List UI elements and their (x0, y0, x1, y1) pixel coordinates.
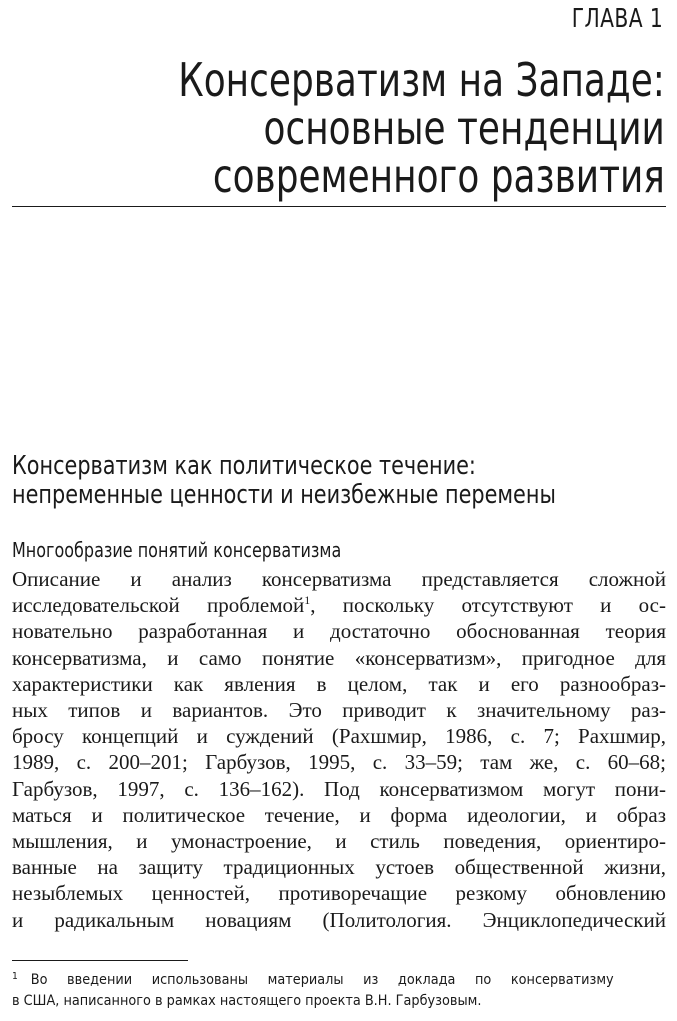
footnote-reference[interactable]: 1 (304, 593, 311, 608)
chapter-title-line: современного развития (212, 149, 665, 203)
body-line: Гарбузов, 1997, с. 136–162). Под консерватизмом могут пони- (12, 776, 666, 801)
footnote-divider (12, 960, 188, 961)
body-line: бросу концепций и суждений (Рахшмир, 1986, с. 7; Рахшмир, (12, 724, 666, 749)
body-line: новательно разработанная и достаточно обоснованная теория (12, 619, 666, 644)
body-line: характеристики как явления в целом, так и его разнообраз- (12, 671, 666, 696)
body-line (12, 592, 666, 618)
body-line: Описание и анализ консерватизма представляется сложной (12, 567, 666, 591)
body-line: ных типов и вариантов. Это приводит к значительному раз- (12, 698, 666, 723)
section-heading-line: Консерватизм как политическое течение: (12, 451, 476, 481)
body-line: незыблемых ценностей, противоречащие резкому обновлению (12, 881, 666, 906)
section-heading-line: непременные ценности и неизбежные перемены (12, 480, 556, 510)
body-text-run: исследовательской проблемой (12, 593, 305, 618)
body-line: мышления, и умонастроение, и стиль поведения, ориентиро- (12, 829, 666, 854)
chapter-title-line: Консерватизм на Западе: (178, 53, 665, 107)
section-heading (12, 452, 556, 510)
body-line: ванные на защиту традиционных устоев общественной жизни, (12, 855, 666, 880)
chapter-title (178, 53, 665, 203)
chapter-label: ГЛАВА 1 (571, 4, 663, 34)
footnote (12, 966, 614, 1012)
body-line: маться и политическое течение, и форма идеологии, и образ (12, 802, 666, 827)
body-text-run: , поскольку отсутствуют и ос- (310, 593, 667, 618)
footnote-text: Во введении использованы материалы из доклада по консерватизму (30, 972, 614, 988)
body-line: консерватизма, и само понятие «консерватизм», пригодное для (12, 645, 666, 670)
body-line: и радикальным новациям (Политология. Энциклопедический (12, 907, 666, 932)
title-divider (12, 206, 666, 207)
subsection-heading: Многообразие понятий консерватизма (12, 538, 342, 562)
footnote-line: в США, написанного в рамках настоящего проекта В.Н. Гарбузовым. (12, 993, 482, 1009)
body-line: 1989, с. 200–201; Гарбузов, 1995, с. 33–59; там же, с. 60–68; (12, 750, 666, 775)
footnote-number: 1 (12, 971, 18, 982)
body-paragraph (12, 566, 666, 933)
chapter-title-line: основные тенденции (263, 101, 665, 155)
footnote-line (12, 966, 614, 991)
